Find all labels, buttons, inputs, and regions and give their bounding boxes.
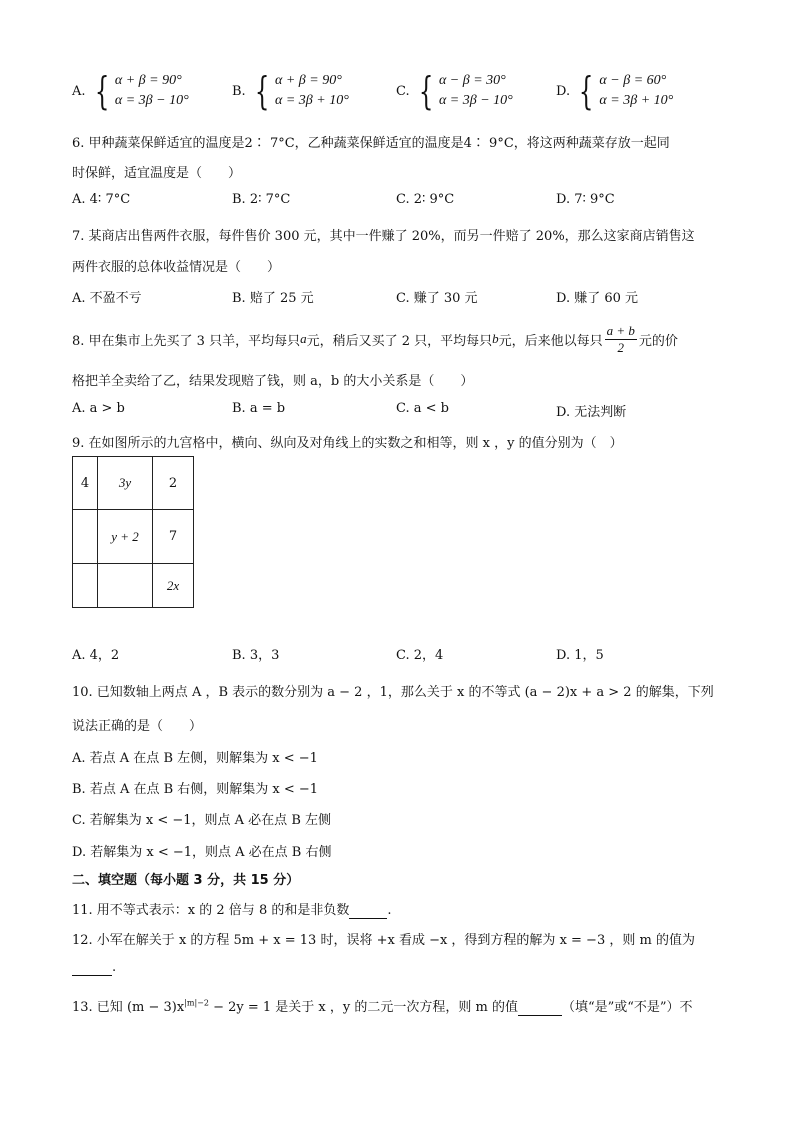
q7-option-a: A. 不盈不亏: [72, 291, 142, 306]
q10-option-c: C. 若解集为 x < −1，则点 A 必在点 B 左侧: [72, 813, 332, 828]
option-label: C.: [396, 83, 410, 99]
grid-cell: 7: [153, 510, 194, 564]
q11: [72, 899, 391, 919]
q8-text: 8. 甲在集市上先买了 3 只羊，平均每只: [72, 333, 301, 349]
q13-text: （填“是”或“不是”）不: [561, 1000, 693, 1015]
q8-text: 元的价: [638, 333, 678, 349]
grid-cell: [73, 510, 98, 564]
equation-line: α + β = 90°: [275, 73, 342, 88]
grid-row: [73, 564, 194, 608]
q10-option-d: D. 若解集为 x < −1，则点 A 必在点 B 右侧: [72, 845, 332, 860]
grid-cell: [73, 564, 98, 608]
equation-line: α − β = 30°: [438, 73, 506, 88]
q13-text: − 2y = 1 是关于 x ，y 的二元一次方程，则 m 的值: [208, 1000, 518, 1015]
q12-stem-line2: [72, 960, 116, 976]
grid-cell: [98, 564, 153, 608]
q8-option-a: A. a > b: [72, 401, 125, 416]
q8-stem-line1: [72, 322, 678, 356]
q8-option-d: D. 无法判断: [556, 405, 627, 420]
fraction-numerator: a + b: [606, 322, 635, 338]
grid-cell: 4: [73, 457, 98, 510]
equation-line: α = 3β + 10°: [599, 93, 674, 108]
q13-stem: [72, 996, 693, 1016]
q9-option-a: A. 4，2: [72, 648, 120, 663]
q12-stem-line1: 12. 小军在解关于 x 的方程 5m + x = 13 时，误将 +x 看成 −x ，得到方程的解为 x = −3 ，则 m 的值为: [72, 933, 695, 948]
grid-cell: y + 2: [98, 510, 153, 564]
q6-option-c: C. 2∶ 9°C: [396, 192, 455, 207]
equation-line: α − β = 60°: [599, 73, 667, 88]
grid-cell: 3y: [98, 457, 153, 510]
q7-stem-line1: 7. 某商店出售两件衣服，每件售价 300 元，其中一件赚了 20%，而另一件赔了 20%，那么这家商店销售这: [72, 229, 695, 244]
q11-end: .: [387, 903, 392, 918]
answer-blank[interactable]: [518, 1000, 562, 1016]
q8-option-c: C. a < b: [396, 401, 449, 416]
brace: {: [254, 69, 270, 113]
q5-option-a: [72, 71, 189, 111]
q5-option-b: [232, 71, 349, 111]
q5-option-d: [556, 71, 673, 111]
q9-stem: 9. 在如图所示的九宫格中，横向、纵向及对角线上的实数之和相等，则 x ，y 的值分别为（ ）: [72, 436, 623, 451]
var-a: a: [300, 331, 307, 346]
q8-text: 元，后来他以每只: [498, 333, 603, 349]
nine-grid: [72, 456, 194, 608]
grid-row: [73, 457, 194, 510]
equation-line: α = 3β + 10°: [275, 93, 349, 108]
fraction: [605, 323, 637, 356]
brace: {: [579, 69, 594, 113]
grid-cell: 2: [153, 457, 194, 510]
q5-option-c: [396, 71, 513, 111]
q7-stem-line2: 两件衣服的总体收益情况是（ ）: [72, 260, 281, 275]
brace: {: [94, 69, 110, 113]
answer-blank[interactable]: [72, 960, 112, 976]
q10-stem-line1: 10. 已知数轴上两点 A ，B 表示的数分别为 a − 2 ，1，那么关于 x 的不等式 (a − 2)x + a > 2 的解集，下列: [72, 685, 714, 700]
grid-cell: 2x: [153, 564, 194, 608]
answer-blank[interactable]: [349, 903, 387, 919]
q11-text: 11. 用不等式表示：x 的 2 倍与 8 的和是非负数: [72, 903, 350, 918]
q12-end: .: [112, 960, 117, 975]
q8-option-b: B. a = b: [232, 401, 286, 416]
brace: {: [418, 69, 434, 113]
grid-row: [73, 510, 194, 564]
q6-stem-line1: 6. 甲种蔬菜保鲜适宜的温度是2∶ 7°C，乙种蔬菜保鲜适宜的温度是4∶ 9°C，将这两种蔬菜存放一起同: [72, 136, 670, 151]
equation-line: α + β = 90°: [114, 73, 182, 88]
q9-option-b: B. 3，3: [232, 648, 280, 663]
var-b: b: [492, 331, 499, 346]
q9-option-d: D. 1，5: [556, 648, 604, 663]
equation-line: α = 3β − 10°: [438, 93, 513, 108]
option-label: B.: [232, 83, 246, 99]
q10-option-b: B. 若点 A 在点 B 右侧，则解集为 x < −1: [72, 782, 319, 797]
fraction-denominator: 2: [617, 339, 625, 355]
q7-option-c: C. 赚了 30 元: [396, 291, 478, 306]
q13-text: 13. 已知 (m − 3)x: [72, 1000, 185, 1015]
q8-text: 元，稍后又买了 2 只，平均每只: [306, 333, 493, 349]
option-label: D.: [556, 83, 571, 99]
q6-option-b: B. 2∶ 7°C: [232, 192, 291, 207]
q7-option-d: D. 赚了 60 元: [556, 291, 639, 306]
q10-stem-line2: 说法正确的是（ ）: [72, 719, 203, 734]
q10-option-a: A. 若点 A 在点 B 左侧，则解集为 x < −1: [72, 751, 318, 766]
q9-option-c: C. 2，4: [396, 648, 444, 663]
q6-stem-line2: 时保鲜，适宜温度是（ ）: [72, 166, 242, 181]
option-label: A.: [72, 83, 86, 99]
equation-line: α = 3β − 10°: [114, 93, 189, 108]
section-title: 二、填空题（每小题 3 分，共 15 分）: [72, 873, 300, 888]
q7-option-b: B. 赔了 25 元: [232, 291, 314, 306]
q6-option-a: A. 4∶ 7°C: [72, 192, 131, 207]
q6-option-d: D. 7∶ 9°C: [556, 192, 615, 207]
q8-stem-line2: 格把羊全卖给了乙，结果发现赔了钱，则 a，b 的大小关系是（ ）: [72, 374, 474, 389]
exponent: |m|−2: [184, 998, 209, 1008]
